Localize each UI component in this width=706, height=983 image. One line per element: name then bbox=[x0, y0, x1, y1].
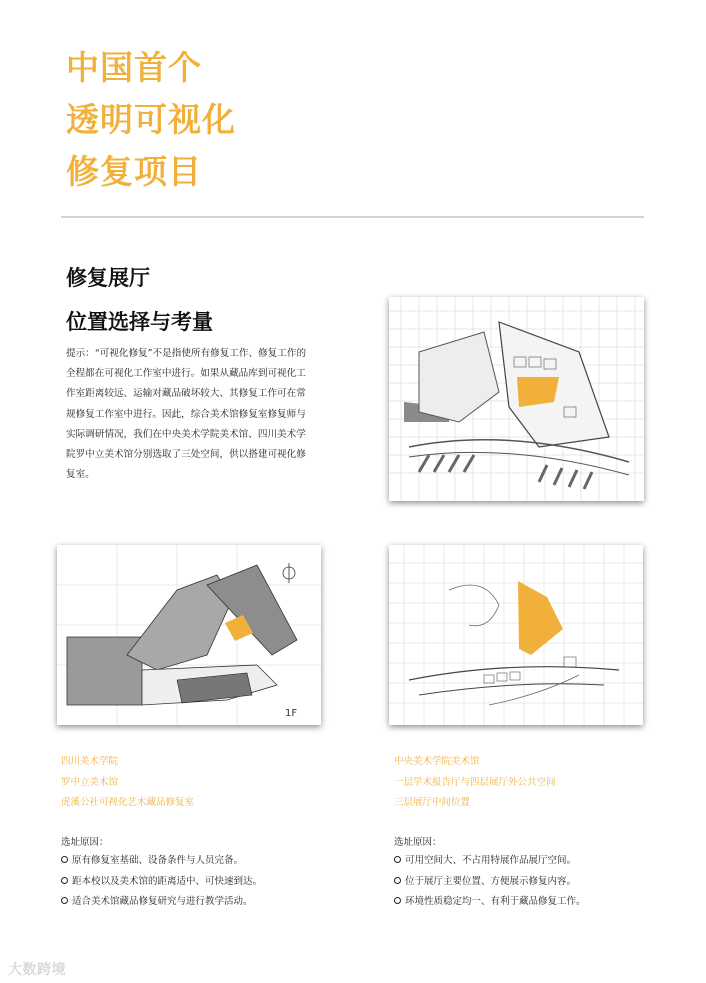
floor-plan-cafa-3f bbox=[389, 545, 643, 725]
reason-list-sichuan bbox=[61, 851, 262, 913]
watermark: 大数跨境 bbox=[8, 962, 66, 978]
circle-bullet-icon bbox=[61, 897, 68, 904]
location-list-cafa bbox=[394, 752, 556, 814]
reason-item bbox=[394, 851, 586, 872]
reason-item bbox=[394, 892, 586, 913]
reason-item bbox=[61, 872, 262, 893]
floor-plan-drawing bbox=[389, 545, 643, 725]
location-line: 四川美术学院 bbox=[61, 756, 119, 767]
circle-bullet-icon bbox=[61, 877, 68, 884]
hero-title-line-3: 修复项目 bbox=[66, 152, 202, 191]
reason-text: 可用空间大、不占用特展作品展厅空间。 bbox=[405, 855, 577, 866]
hero-title-line-2: 透明可视化 bbox=[66, 100, 236, 139]
reason-text: 适合美术馆藏品修复研究与进行教学活动。 bbox=[72, 896, 253, 907]
reason-item bbox=[394, 872, 586, 893]
reason-text: 位于展厅主要位置、方便展示修复内容。 bbox=[405, 875, 577, 887]
hero-title-line-1: 中国首个 bbox=[66, 48, 202, 87]
section-title: 修复展厅 bbox=[66, 266, 150, 290]
reason-item bbox=[61, 892, 262, 913]
hero-title bbox=[66, 42, 386, 198]
floor-label: 1F bbox=[285, 708, 298, 719]
section-subtitle: 位置选择与考量 bbox=[66, 310, 213, 334]
reason-text: 原有修复室基础、设备条件与人员完备。 bbox=[72, 855, 244, 866]
reason-text: 距本校以及美术馆的距离适中、可快速到达。 bbox=[72, 875, 263, 887]
location-list-sichuan bbox=[61, 752, 194, 814]
reason-list-cafa bbox=[394, 851, 586, 913]
circle-bullet-icon bbox=[394, 897, 401, 904]
location-line: 罗中立美术馆 bbox=[61, 776, 119, 788]
circle-bullet-icon bbox=[61, 856, 68, 863]
circle-bullet-icon bbox=[394, 877, 401, 884]
floor-plan-drawing bbox=[57, 545, 321, 725]
floor-plan-luo-zhongli-1f bbox=[57, 545, 321, 725]
location-line: 三层展厅中间位置 bbox=[394, 797, 471, 808]
location-line: 一层学术报告厅与四层展厅外公共空间 bbox=[394, 776, 556, 788]
reason-item bbox=[61, 851, 262, 872]
reason-heading: 选址原因： bbox=[394, 837, 442, 848]
location-line: 中央美术学院美术馆 bbox=[394, 756, 480, 767]
reason-text: 环境性质稳定均一、有利于藏品修复工作。 bbox=[405, 896, 586, 907]
reason-heading: 选址原因： bbox=[61, 837, 109, 848]
circle-bullet-icon bbox=[394, 856, 401, 863]
floor-plan-drawing bbox=[389, 297, 644, 501]
section-divider bbox=[61, 216, 644, 218]
floor-plan-cafa-level bbox=[389, 297, 644, 501]
intro-paragraph: 提示：“可视化修复”不是指使所有修复工作、修复工作的全程都在可视化工作室中进行。如果从藏品库到可视化工作室距离较远、运输对藏品破坏较大、其修复工作可在常规修复工作室中进行。因此，综合美术馆修复室修复师与实际调研情况，我们在中央美术学院美术馆、四川美术学院罗中立美术馆分别选取了三处空间，供以搭建可视化修复室。 bbox=[66, 348, 307, 481]
location-line: 虎溪公社可视化艺术藏品修复室 bbox=[61, 797, 195, 808]
